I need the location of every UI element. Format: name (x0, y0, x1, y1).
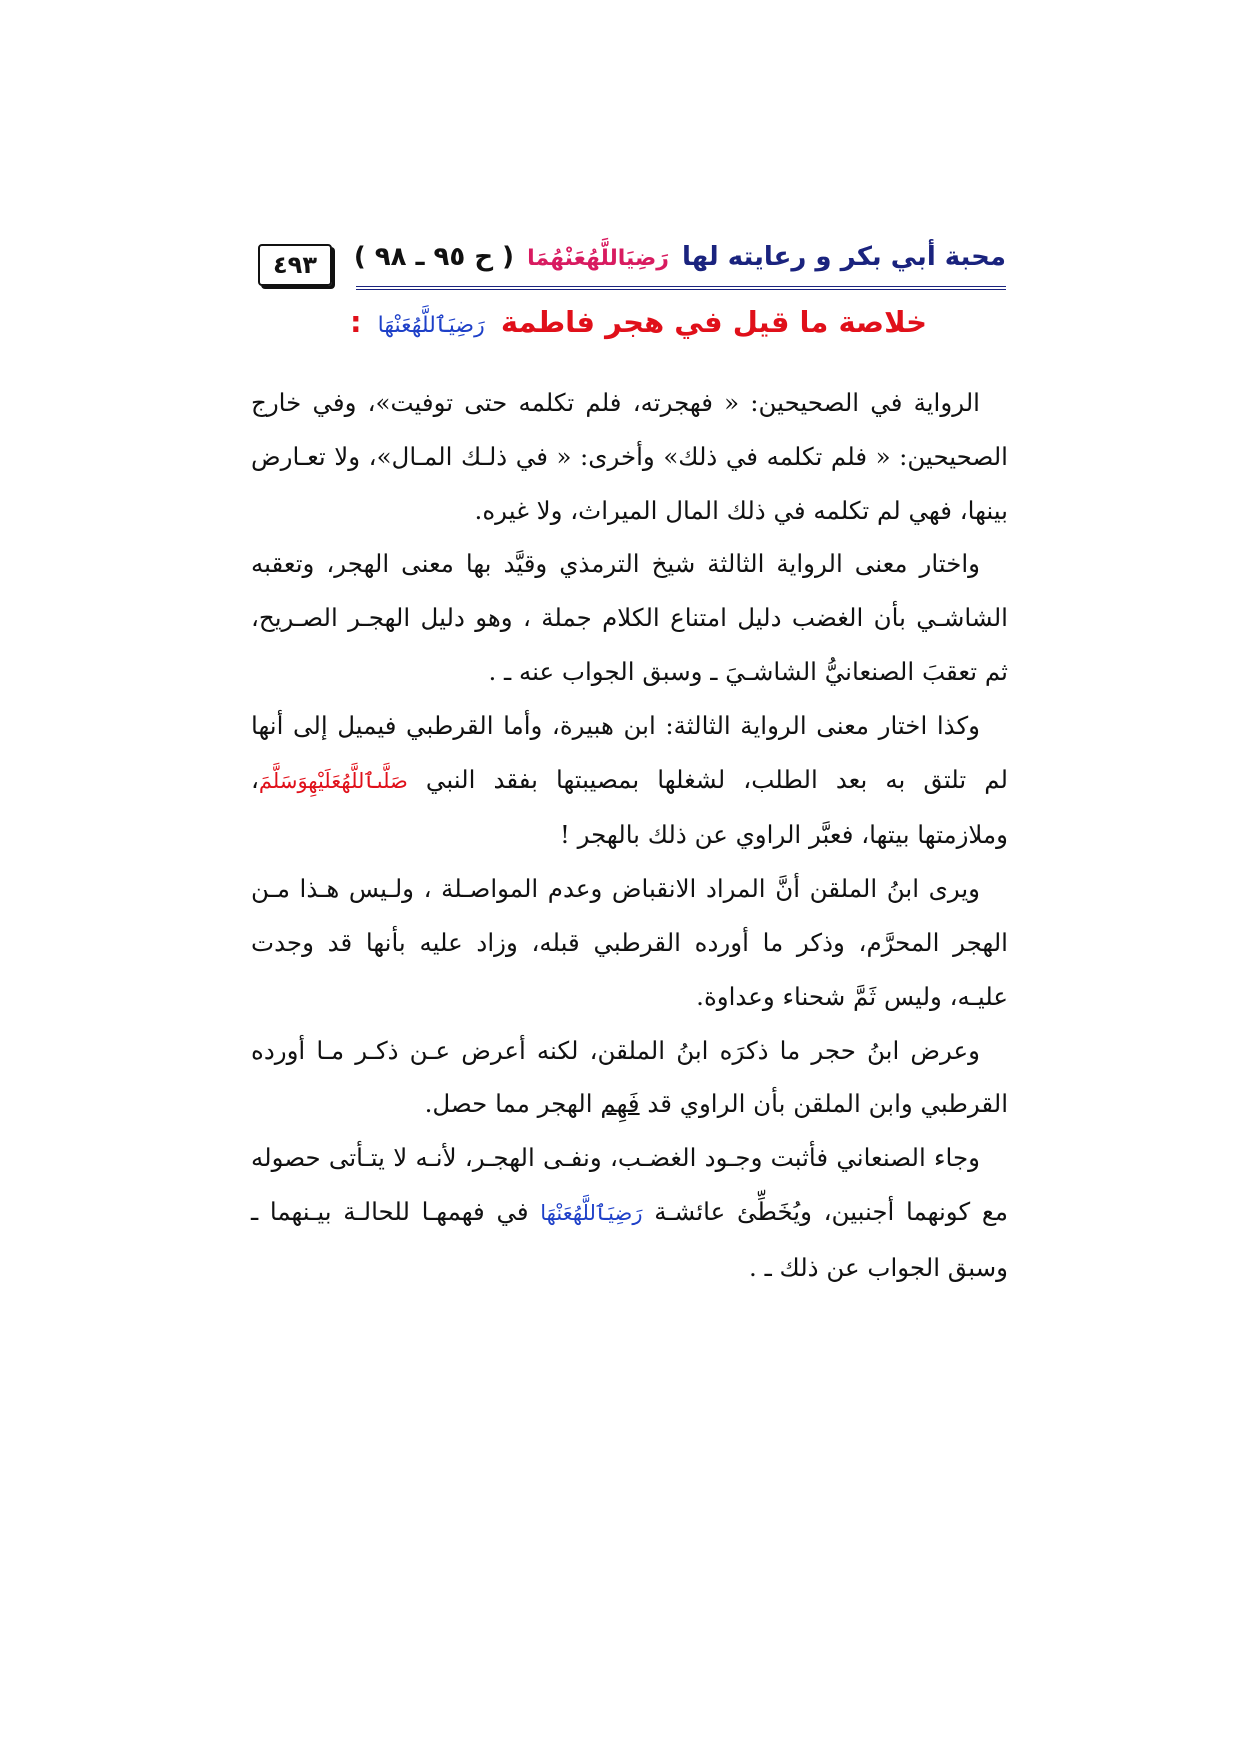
paragraph-text: وعرض ابنُ حجر ما ذكرَه ابنُ الملقن، لكنه أعرض عـن ذكـر مـا أورده القرطبي وابن الملقن بأن الراوي قد (251, 1035, 1008, 1119)
running-header-title: محبة أبي بكر و رعايته لها (682, 242, 1006, 272)
section-heading-colon: : (349, 305, 362, 339)
page-header (258, 236, 1006, 286)
paragraph (251, 1131, 1008, 1294)
paragraph-text: وكذا اختار معنى الرواية الثالثة: ابن هبيرة، وأما القرطبي فيميل إلى أنها لم تلتق به بعد الطلب، لشغلها بمصيبتها بفقد النبي (251, 710, 1008, 794)
paragraph-text: ويرى ابنُ الملقن أنَّ المراد الانقباض وعدم المواصـلة ، ولـيس هـذا مـن الهجر المحرَّم، وذكر ما أورده القرطبي قبله، وزاد عليه بأنها قد وجدت عليـه، وليس ثَمَّ شحناء وعداوة. (251, 874, 1008, 1011)
paragraph-text: ، وملازمتها بيتها، فعبَّر الراوي عن ذلك بالهجر ! (251, 764, 1008, 850)
running-header-range: ( ح ٩٥ ـ ٩٨ ) (353, 242, 514, 272)
running-header-honorific: رَضِيَاللَّهُعَنْهُمَا (527, 246, 669, 271)
section-heading (350, 305, 927, 339)
paragraph (251, 1024, 1008, 1132)
page-number: ٤٩٣ (258, 244, 332, 286)
running-header (354, 242, 1006, 272)
body-text (251, 376, 1008, 1295)
section-heading-title: خلاصة ما قيل في هجر فاطمة (500, 305, 927, 339)
paragraph (251, 537, 1008, 698)
paragraph-text: واختار معنى الرواية الثالثة شيخ الترمذي وقيَّد بها معنى الهجر، وتعقبه الشاشـي بأن الغضب دليل امتناع الكلام جملة ، وهو دليل الهجـر الصـريح، ثم تعقبَ الصنعانيُّ الشاشـيَ ـ وسبق الجواب عنه ـ . (251, 549, 1008, 686)
section-heading-honorific: رَضِيَٱللَّهُعَنْهَا (377, 313, 485, 338)
header-divider (356, 286, 1006, 290)
aisha-honorific: رَضِيَٱللَّهُعَنْهَا (540, 1200, 643, 1225)
prophet-honorific: صَلَّىٱللَّهُعَلَيْهِوَسَلَّمَ (258, 768, 408, 793)
paragraph-text: وجاء الصنعاني فأثبت وجـود الغضـب، ونفـى الهجـر، لأنـه لا يتـأتى حصوله مع كونهما أجنبين، ويُخَطِّئ عائشـة (251, 1143, 1008, 1226)
paragraph (251, 699, 1008, 862)
paragraph-text: الهجر مما حصل. (424, 1089, 601, 1119)
paragraph: الرواية في الصحيحين: « فهجرته، فلم تكلمه حتى توفيت»، وفي خارج الصحيحين: « فلم تكلمه في ذلك» وأخرى: « في ذلـك المـال»، ولا تعـارض بينها، فهي لم تكلمه في ذلك المال الميراث، ولا غيره. (251, 388, 1008, 525)
underlined-word: فَهِم (600, 1089, 640, 1119)
paragraph (251, 862, 1008, 1023)
paragraph-text: في فهمهـا للحالـة بيـنهما ـ وسبق الجواب عن ذلك ـ . (251, 1196, 1008, 1282)
